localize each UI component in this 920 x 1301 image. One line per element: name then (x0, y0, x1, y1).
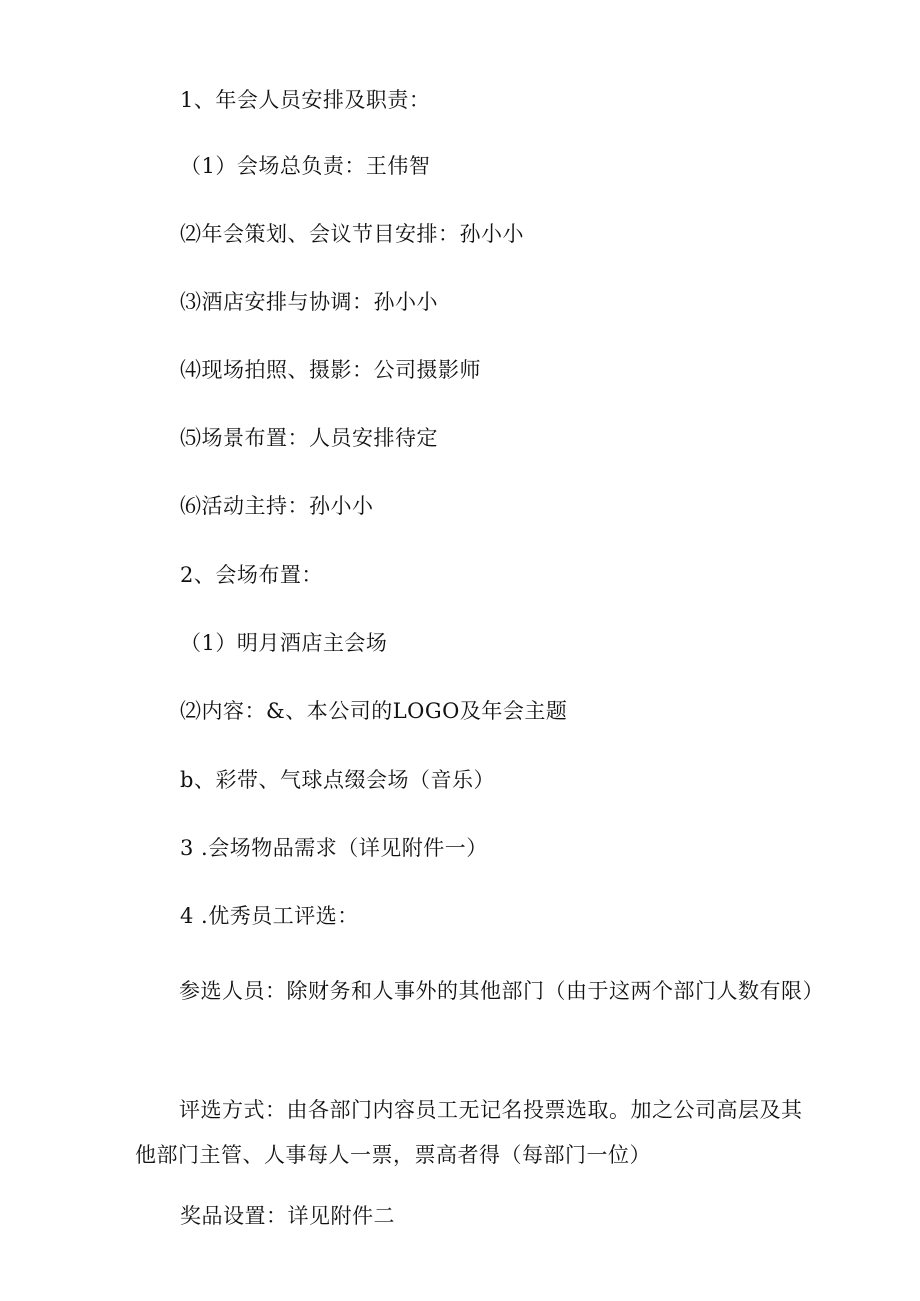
list-item: （1）明月酒店主会场 (180, 631, 388, 655)
list-item: （1）会场总负责：王伟智 (180, 154, 431, 178)
list-item: ⑹活动主持：孙小小 (180, 494, 374, 518)
section-heading-staff: 1、年会人员安排及职责： (180, 88, 431, 112)
list-item: ⑵内容：&、本公司的LOGO及年会主题 (180, 699, 568, 723)
prize-setting-line: 奖品设置：详见附件二 (180, 1204, 395, 1228)
section-heading-supplies: 3 .会场物品需求（详见附件一） (180, 836, 488, 860)
list-item: ⑵年会策划、会议节目安排：孙小小 (180, 222, 524, 246)
paragraph-selection-method: 评选方式：由各部门内容员工无记名投票选取。加之公司高层及其他部门主管、人事每人一票，票高者得（每部门一位） (135, 1098, 803, 1167)
paragraph-participants: 参选人员：除财务和人事外的其他部门（由于这两个部门人数有限） (179, 979, 824, 1003)
list-item: ⑶酒店安排与协调：孙小小 (180, 290, 438, 314)
list-item: ⑷现场拍照、摄影：公司摄影师 (180, 358, 481, 382)
section-heading-awards: 4 .优秀员工评选： (180, 904, 359, 928)
list-item: ⑸场景布置：人员安排待定 (180, 426, 438, 450)
list-item: b、彩带、气球点缀会场（音乐） (180, 768, 495, 792)
section-heading-venue: 2、会场布置： (180, 563, 323, 587)
